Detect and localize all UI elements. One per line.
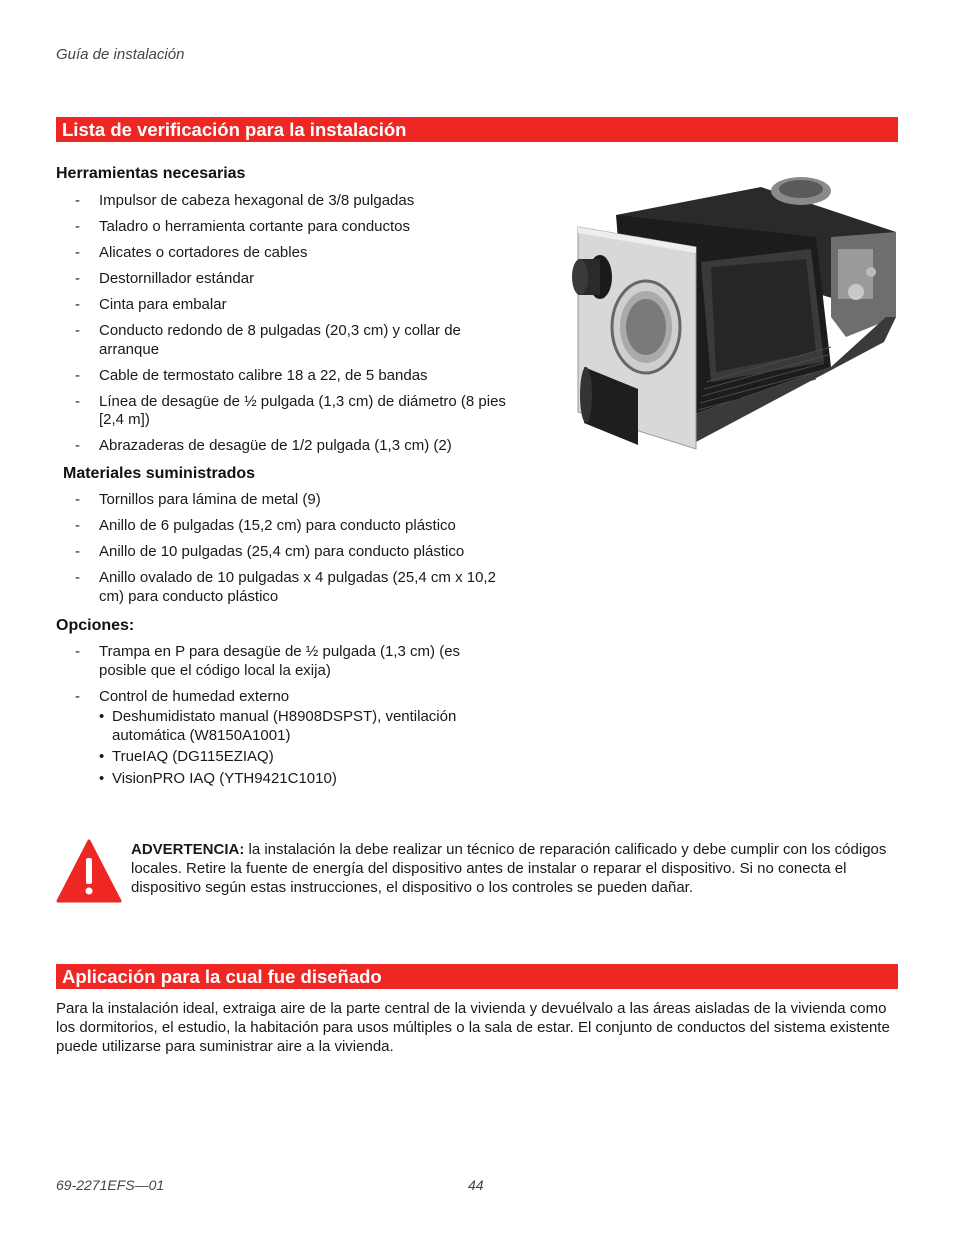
- application-paragraph: Para la instalación ideal, extraiga aire de la parte central de la vivienda y devuélvalo a las áreas aisladas de la vivienda como los dormitorios, el estudio, la habitación para usos múltiples o la sala de estar. El conjunto de conductos del sistema existente puede utilizarse para suministrar aire a la vivienda.: [56, 1000, 890, 1055]
- list-item: - Anillo ovalado de 10 pulgadas x 4 pulgadas (25,4 cm x 10,2 cm) para conducto plástico: [56, 569, 499, 606]
- list-item: - Línea de desagüe de ½ pulgada (1,3 cm) de diámetro (8 pies [2,4 m]): [56, 393, 516, 430]
- page-number: 44: [468, 1177, 484, 1193]
- warning-body: la instalación la debe realizar un técnico de reparación calificado y debe cumplir con los códigos locales. Retire la fuente de energía del dispositivo antes de instalar o reparar el dispositivo. Si no conecta el dispositivo según estas instrucciones, el dispositivo o los controles se pueden dañar.: [131, 841, 887, 896]
- list-item: • TrueIAQ (DG115EZIAQ): [99, 748, 479, 767]
- document-number: 69-2271EFS—01: [56, 1177, 165, 1193]
- list-item: - Trampa en P para desagüe de ½ pulgada (1,3 cm) (es posible que el código local la exija): [56, 643, 499, 680]
- materials-heading: Materiales suministrados: [63, 465, 256, 482]
- tools-heading: Herramientas necesarias: [56, 165, 246, 182]
- list-item: - Alicates o cortadores de cables: [56, 244, 516, 263]
- materials-list: [56, 491, 516, 614]
- warning-icon: [56, 838, 122, 904]
- tools-list: [56, 192, 516, 463]
- list-item: - Taladro o herramienta cortante para conductos: [56, 218, 516, 237]
- options-list: [56, 643, 516, 796]
- list-item: - Cable de termostato calibre 18 a 22, de 5 bandas: [56, 367, 516, 386]
- warning-label: ADVERTENCIA:: [131, 841, 245, 858]
- list-item: - Tornillos para lámina de metal (9): [56, 491, 516, 510]
- warning-text: [131, 840, 901, 897]
- section-title-application: Aplicación para la cual fue diseñado: [56, 964, 898, 989]
- list-item: • VisionPRO IAQ (YTH9421C1010): [99, 770, 479, 789]
- list-item: - Conducto redondo de 8 pulgadas (20,3 cm) y collar de arranque: [56, 322, 516, 359]
- guide-title: Guía de instalación: [56, 46, 185, 63]
- section-title-checklist: Lista de verificación para la instalación: [56, 117, 898, 142]
- list-item: - Anillo de 6 pulgadas (15,2 cm) para conducto plástico: [56, 517, 516, 536]
- list-item: - Anillo de 10 pulgadas (25,4 cm) para conducto plástico: [56, 543, 516, 562]
- list-item: • Deshumidistato manual (H8908DSPST), ventilación automática (W8150A1001): [99, 708, 479, 745]
- list-item: [56, 688, 516, 789]
- list-item: - Cinta para embalar: [56, 296, 516, 315]
- humidity-controls-list: [99, 708, 479, 788]
- humidity-control-label: Control de humedad externo: [99, 687, 290, 705]
- list-item: - Impulsor de cabeza hexagonal de 3/8 pulgadas: [56, 192, 516, 211]
- options-heading: Opciones:: [56, 617, 135, 634]
- list-item: - Destornillador estándar: [56, 270, 516, 289]
- list-item: - Abrazaderas de desagüe de 1/2 pulgada (1,3 cm) (2): [56, 437, 516, 456]
- product-photo: [566, 167, 900, 453]
